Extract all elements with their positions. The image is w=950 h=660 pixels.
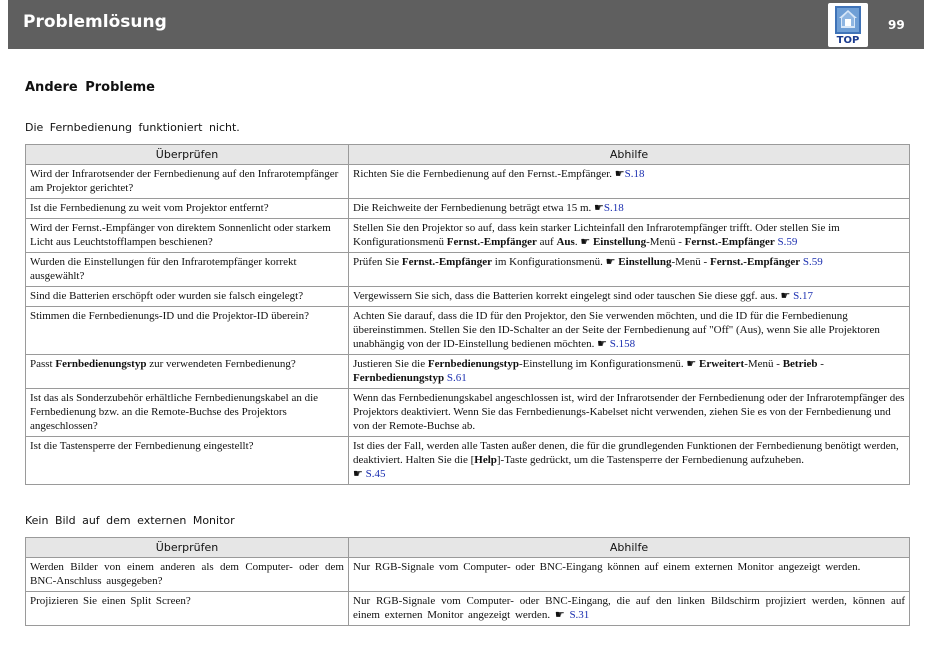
menu-term: Erweitert (699, 358, 745, 370)
menu-term: Help (474, 454, 497, 466)
table-row (26, 199, 910, 219)
fix-cell: Vergewissern Sie sich, dass die Batterien korrekt eingelegt sind oder tauschen Sie diese ggf. aus. ☛ S.17 (349, 287, 910, 307)
check-cell: Sind die Batterien erschöpft oder wurden sie falsch eingelegt? (26, 287, 349, 307)
fix-cell: Richten Sie die Fernbedienung auf den Fernst.-Empfänger. ☛S.18 (349, 165, 910, 199)
fix-cell: Wenn das Fernbedienungskabel angeschlossen ist, wird der Infrarotsender der Fernbedienung oder der Infrarotempfänger des Projektors deaktiviert. Wenn Sie das Fernbedienungs-Kabelset nicht verwenden, ziehen Sie es von der Fernbedienung und von der Remote-Buchse ab. (349, 389, 910, 437)
menu-term: Fernbedienungstyp (353, 372, 445, 384)
menu-term: Fernbedienungstyp (427, 358, 519, 370)
pointing-hand-icon: ☛ (597, 337, 607, 350)
menu-term: Fernst.-Empfänger (446, 236, 537, 248)
page-reference-link[interactable]: S.17 (793, 290, 813, 302)
troubleshoot-table-monitor (25, 537, 910, 626)
check-cell: Ist die Fernbedienung zu weit vom Projektor entfernt? (26, 199, 349, 219)
menu-term: Fernst.-Empfänger (401, 256, 493, 268)
table-body (26, 558, 910, 626)
menu-term: Aus (556, 236, 575, 248)
page-reference-link[interactable]: S.59 (777, 236, 798, 248)
table-header-row (26, 145, 910, 165)
fix-cell: Justieren Sie die Fernbedienungstyp-Einstellung im Konfigurationsmenü. ☛ Erweitert-Menü - Betrieb - Fernbedienungstyp S.61 (349, 355, 910, 389)
table-heading-remote: Die Fernbedienung funktioniert nicht. (25, 121, 240, 134)
check-cell: Wird der Infrarotsender der Fernbedienung auf den Infrarotempfänger am Projektor gerichtet? (26, 165, 349, 199)
fix-cell: Nur RGB-Signale vom Computer- oder BNC-Eingang können auf einem externen Monitor angezeigt werden. (349, 558, 910, 592)
pointing-hand-icon: ☛ (554, 608, 565, 621)
table-row (26, 307, 910, 355)
house-top-icon (834, 5, 862, 35)
column-header-fix: Abhilfe (349, 538, 910, 558)
table-row (26, 165, 910, 199)
fix-cell: Nur RGB-Signale vom Computer- oder BNC-Eingang, die auf den linken Bildschirm projiziert werden, können auf einem externen Monitor angezeigt werden. ☛ S.31 (349, 592, 910, 626)
page-reference-link[interactable]: S.31 (569, 609, 590, 621)
menu-term: Fernst.-Empfänger (684, 236, 775, 248)
page-reference-link[interactable]: S.45 (365, 468, 386, 480)
page-title: Problemlösung (23, 12, 167, 32)
page-reference-link[interactable]: S.59 (802, 256, 823, 268)
column-header-check: Überprüfen (26, 538, 349, 558)
pointing-hand-icon: ☛ (605, 255, 616, 268)
check-cell: Projizieren Sie einen Split Screen? (26, 592, 349, 626)
fix-cell: Prüfen Sie Fernst.-Empfänger im Konfigurationsmenü. ☛ Einstellung-Menü - Fernst.-Empfänger S.59 (349, 253, 910, 287)
header-bar (8, 0, 924, 49)
pointing-hand-icon: ☛ (780, 289, 791, 302)
table-body (26, 165, 910, 485)
section-title: Andere Probleme (25, 80, 156, 95)
table-row (26, 219, 910, 253)
pointing-hand-icon: ☛ (580, 235, 591, 248)
check-cell: Stimmen die Fernbedienungs-ID und die Projektor-ID überein? (26, 307, 349, 355)
check-cell: Wird der Fernst.-Empfänger von direktem Sonnenlicht oder starkem Licht aus Leuchtstofflampen beschienen? (26, 219, 349, 253)
table-row (26, 287, 910, 307)
menu-term: Einstellung (592, 236, 647, 248)
top-label: TOP (836, 35, 860, 46)
pointing-hand-icon: ☛ (686, 357, 697, 370)
fix-cell: Achten Sie darauf, dass die ID für den Projektor, den Sie verwenden möchten, und die ID für die Fernbedienung übereinstimmen. Stellen Sie den ID-Schalter an der Seite der Fernbedienung auf "Off" (Aus), wenn Sie alle Projektoren unabhängig von der ID-Einstellung bedienen möchten. ☛ S.158 (349, 307, 910, 355)
menu-term: Betrieb (782, 358, 818, 370)
column-header-fix: Abhilfe (349, 145, 910, 165)
fix-cell: Ist dies der Fall, werden alle Tasten außer denen, die für die grundlegenden Funktionen der Fernbedienung benötigt werden, deaktiviert. Halten Sie die [Help]-Taste gedrückt, um die Tastensperre der Fernbedienung aufzuheben. ☛ S.45 (349, 437, 910, 485)
troubleshoot-table-remote (25, 144, 910, 485)
table-row (26, 558, 910, 592)
menu-term: Fernbedienungstyp (55, 358, 147, 370)
check-cell: Passt Fernbedienungstyp zur verwendeten Fernbedienung? (26, 355, 349, 389)
menu-term: Einstellung (618, 256, 672, 268)
check-cell: Wurden die Einstellungen für den Infrarotempfänger korrekt ausgewählt? (26, 253, 349, 287)
pointing-hand-icon: ☛ (594, 201, 604, 214)
column-header-check: Überprüfen (26, 145, 349, 165)
menu-term: Fernst.-Empfänger (709, 256, 801, 268)
fix-cell: Stellen Sie den Projektor so auf, dass kein starker Lichteinfall den Infrarotempfänger trifft. Oder stellen Sie im Konfigurationsmenü Fernst.-Empfänger auf Aus. ☛ Einstellung-Menü - Fernst.-Empfänger S.59 (349, 219, 910, 253)
check-cell: Ist das als Sonderzubehör erhältliche Fernbedienungskabel an die Fernbedienung bzw. an die Remote-Buchse des Projektors angeschlossen? (26, 389, 349, 437)
pointing-hand-icon: ☛ (614, 167, 625, 180)
table-row (26, 253, 910, 287)
pointing-hand-icon: ☛ (353, 467, 363, 480)
table-row (26, 389, 910, 437)
table-row (26, 355, 910, 389)
page-reference-link[interactable]: S.18 (603, 202, 624, 214)
page-reference-link[interactable]: S.18 (624, 168, 645, 180)
check-cell: Werden Bilder von einem anderen als dem Computer- oder dem BNC-Anschluss ausgegeben? (26, 558, 349, 592)
page-reference-link[interactable]: S.61 (446, 372, 467, 384)
table-row (26, 592, 910, 626)
fix-cell: Die Reichweite der Fernbedienung beträgt etwa 15 m. ☛S.18 (349, 199, 910, 219)
top-button[interactable] (828, 3, 868, 47)
check-cell: Ist die Tastensperre der Fernbedienung eingestellt? (26, 437, 349, 485)
table-heading-monitor: Kein Bild auf dem externen Monitor (25, 514, 235, 527)
page-reference-link[interactable]: S.158 (609, 338, 636, 350)
page-number: 99 (888, 18, 905, 32)
table-header-row (26, 538, 910, 558)
table-row (26, 437, 910, 485)
